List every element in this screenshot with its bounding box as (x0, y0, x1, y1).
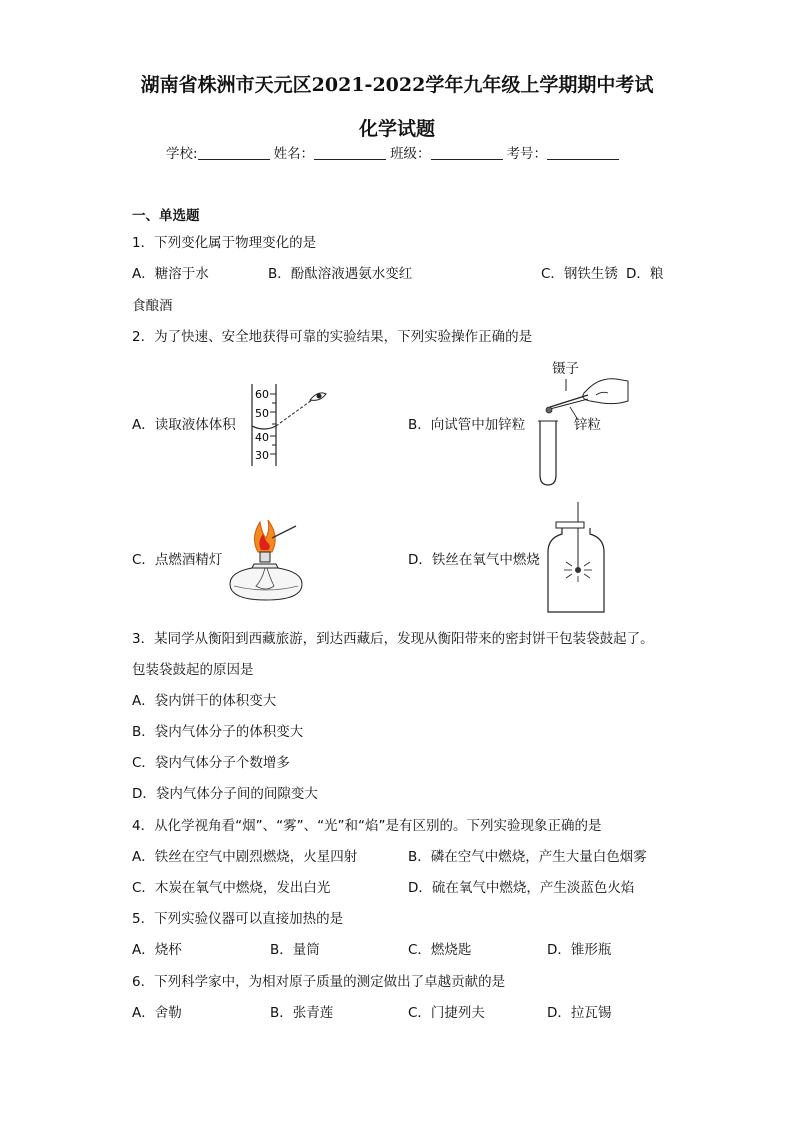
q1-option-d: D．粮 (626, 266, 664, 282)
q1-stem: 1．下列变化属于物理变化的是 (132, 235, 317, 251)
q1-option-d-continued: 食酿酒 (132, 298, 173, 314)
q4-option-a: A．铁丝在空气中剧烈燃烧，火星四射 (132, 849, 358, 865)
exam-subtitle: 化学试题 (358, 118, 435, 140)
section-heading: 一、单选题 (132, 208, 200, 224)
class-blank (431, 145, 503, 160)
q4-option-c: C．木炭在氧气中燃烧，发出白光 (132, 880, 331, 896)
q3-option-b: B．袋内气体分子的体积变大 (132, 724, 304, 740)
q3-option-c: C．袋内气体分子个数增多 (132, 755, 290, 771)
exam-title: 湖南省株洲市天元区2021-2022学年九年级上学期期中考试 (140, 74, 654, 96)
q2-option-b: B．向试管中加锌粒 (408, 417, 526, 433)
q2-option-a: A．读取液体体积 (132, 417, 236, 433)
q5-option-d: D．锥形瓶 (547, 942, 612, 958)
q6-stem: 6．下列科学家中，为相对原子质量的测定做出了卓越贡献的是 (132, 974, 506, 990)
q2-option-c: C．点燃酒精灯 (132, 552, 223, 568)
q3-option-a: A．袋内饼干的体积变大 (132, 693, 277, 709)
alcohol-lamp-figure (226, 516, 306, 604)
flame-icon (254, 520, 275, 552)
lamp-wick-holder (260, 552, 270, 562)
class-label: 班级： (390, 146, 431, 162)
q3-option-d: D．袋内气体分子间的间隙变大 (132, 786, 318, 802)
graduated-cylinder-figure (246, 382, 336, 468)
q3-stem: 3．某同学从衡阳到西藏旅游，到达西藏后，发现从衡阳带来的密封饼干包装袋鼓起了。 (132, 631, 654, 647)
q6-option-a: A．舍勒 (132, 1005, 182, 1021)
q4-option-d: D．硫在氧气中燃烧，产生淡蓝色火焰 (408, 880, 635, 896)
name-label: 姓名： (273, 146, 315, 162)
q5-option-a: A．烧杯 (132, 942, 182, 958)
q2-stem: 2．为了快速、安全地获得可靠的实验结果，下列实验操作正确的是 (132, 329, 533, 345)
eye-icon (310, 393, 326, 401)
school-blank (198, 145, 270, 160)
q6-option-d: D．拉瓦锡 (547, 1005, 612, 1021)
zinc-granule-icon (546, 407, 552, 413)
tick-label-50: 50 (255, 407, 269, 420)
q4-stem: 4．从化学视角看“烟”、“雾”、“光”和“焰”是有区别的。下列实验现象正确的是 (132, 818, 602, 834)
alcohol-lamp-icon (230, 568, 302, 600)
q3-stem-continued: 包装袋鼓起的原因是 (132, 662, 254, 678)
test-tube-icon (540, 421, 556, 485)
school-label: 学校: (166, 146, 198, 162)
liquid-meniscus (252, 426, 276, 429)
q5-option-b: B．量筒 (270, 942, 320, 958)
glass-plate (556, 522, 584, 528)
q6-option-b: B．张青莲 (270, 1005, 334, 1021)
name-blank (314, 145, 386, 160)
gas-bottle-figure (544, 500, 608, 614)
match-icon (272, 526, 296, 538)
q1-option-b: B．酚酞溶液遇氨水变红 (268, 266, 413, 282)
q5-option-c: C．燃烧匙 (408, 942, 472, 958)
q4-option-b: B．磷在空气中燃烧，产生大量白色烟雾 (408, 849, 647, 865)
q5-stem: 5．下列实验仪器可以直接加热的是 (132, 911, 344, 927)
tick-label-60: 60 (255, 388, 269, 401)
q1-option-a: A．糖溶于水 (132, 266, 209, 282)
tick-label-30: 30 (255, 449, 269, 462)
exam-number-label: 考号： (506, 146, 548, 162)
tweezers-label: 镊子 (552, 361, 579, 377)
zinc-leader-line (570, 407, 578, 420)
info-fields (166, 145, 623, 163)
hand-icon (583, 379, 628, 404)
exam-number-blank (547, 145, 619, 160)
sight-line (276, 400, 312, 426)
q6-option-c: C．门捷列夫 (408, 1005, 485, 1021)
tick-label-40: 40 (255, 431, 269, 444)
zinc-label: 锌粒 (574, 417, 601, 433)
test-tube-figure (536, 375, 632, 487)
q1-option-c: C．钢铁生锈 (541, 266, 618, 282)
q2-option-d: D．铁丝在氧气中燃烧 (408, 552, 540, 568)
